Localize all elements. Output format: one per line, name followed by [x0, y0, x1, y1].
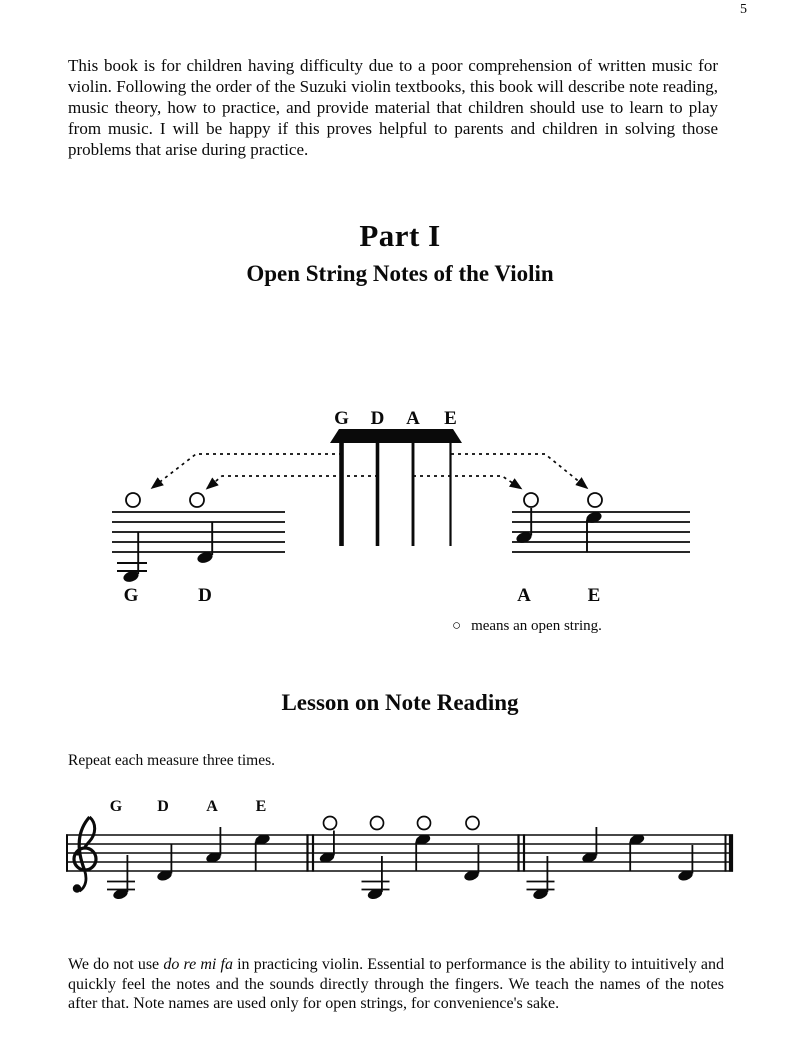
note-g-low: [117, 532, 147, 584]
bridge-letter-g: G: [334, 408, 349, 429]
open-circle: [371, 817, 384, 830]
note-a: [581, 827, 598, 864]
note-d-low: [196, 522, 214, 565]
note-d: [463, 845, 480, 882]
part-heading: Part I: [359, 218, 441, 253]
open-string-diagram: [0, 395, 788, 650]
open-circle: [466, 817, 479, 830]
measure-1: [107, 827, 271, 901]
violin-bridge: [330, 429, 462, 443]
arrow-to-g-note: [152, 454, 342, 488]
note-a: [515, 508, 533, 545]
open-circle-g: [126, 493, 140, 507]
arrow-to-e-note: [451, 454, 587, 488]
closing-text-start: We do not use: [68, 956, 164, 973]
exercise-letter-a: A: [206, 798, 218, 815]
note-g: [527, 856, 555, 901]
open-circle-d: [190, 493, 204, 507]
solfege-italic: do re mi fa: [163, 956, 233, 973]
note-d: [677, 845, 694, 882]
measure-3: [527, 827, 694, 901]
staff-label-e: E: [587, 585, 601, 606]
closing-paragraph: [68, 955, 724, 1014]
treble-clef-icon: [73, 817, 96, 893]
staff-label-g: G: [123, 585, 139, 606]
note-d: [156, 844, 173, 882]
open-string-circles: [126, 493, 602, 507]
note-e: [254, 833, 271, 872]
measure-2: [319, 817, 480, 901]
open-circles-row: [324, 817, 480, 830]
left-staff: [112, 512, 285, 606]
note-a: [205, 827, 222, 864]
exercise-letter-d: D: [157, 798, 169, 815]
staff-label-d: D: [198, 585, 212, 606]
intro-paragraph: This book is for children having difficulty due to a poor comprehension of written music for violin. Following the order of the Suzuki violin textbooks, this book will describe note reading, music theory, how to practice, and provide material that children should use to learn to play from music. I will be happy if this proves helpful to parents and children in solving those problems that arise during practice.: [68, 56, 718, 159]
lesson-instruction: Repeat each measure three times.: [68, 752, 275, 769]
closing-text-end: in practicing violin. Essential to performance is the ability to intuitively and quickly feel the notes and the sounds directly through the fingers. We teach the names of the notes after that. Note names are used only for open strings, for convenience's sake.: [68, 956, 724, 1012]
note-g: [362, 856, 390, 901]
note-e: [629, 833, 646, 872]
part-subheading: Open String Notes of the Violin: [246, 261, 554, 286]
staff-label-a: A: [517, 585, 531, 606]
arrow-to-a-note: [413, 476, 521, 489]
open-circle: [418, 817, 431, 830]
violin-bridge-group: [330, 408, 462, 546]
open-circle: [324, 817, 337, 830]
open-string-legend: [452, 618, 602, 635]
open-circle-e: [588, 493, 602, 507]
page-number: 5: [740, 2, 747, 17]
bridge-letter-a: A: [406, 408, 420, 429]
open-circle-symbol: ○: [452, 618, 462, 634]
exercise-letter-g: G: [109, 798, 123, 815]
exercise-staff: [0, 783, 788, 918]
string-arrows: [152, 454, 587, 489]
open-circle-a: [524, 493, 538, 507]
legend-text: means an open string.: [471, 618, 602, 634]
lesson-heading: Lesson on Note Reading: [281, 690, 519, 715]
right-staff: [512, 508, 690, 606]
bridge-letter-e: E: [444, 408, 457, 429]
bridge-letter-d: D: [370, 408, 385, 429]
exercise-letter-e: E: [255, 798, 267, 815]
note-e: [415, 833, 432, 872]
arrow-to-d-note: [207, 476, 378, 489]
